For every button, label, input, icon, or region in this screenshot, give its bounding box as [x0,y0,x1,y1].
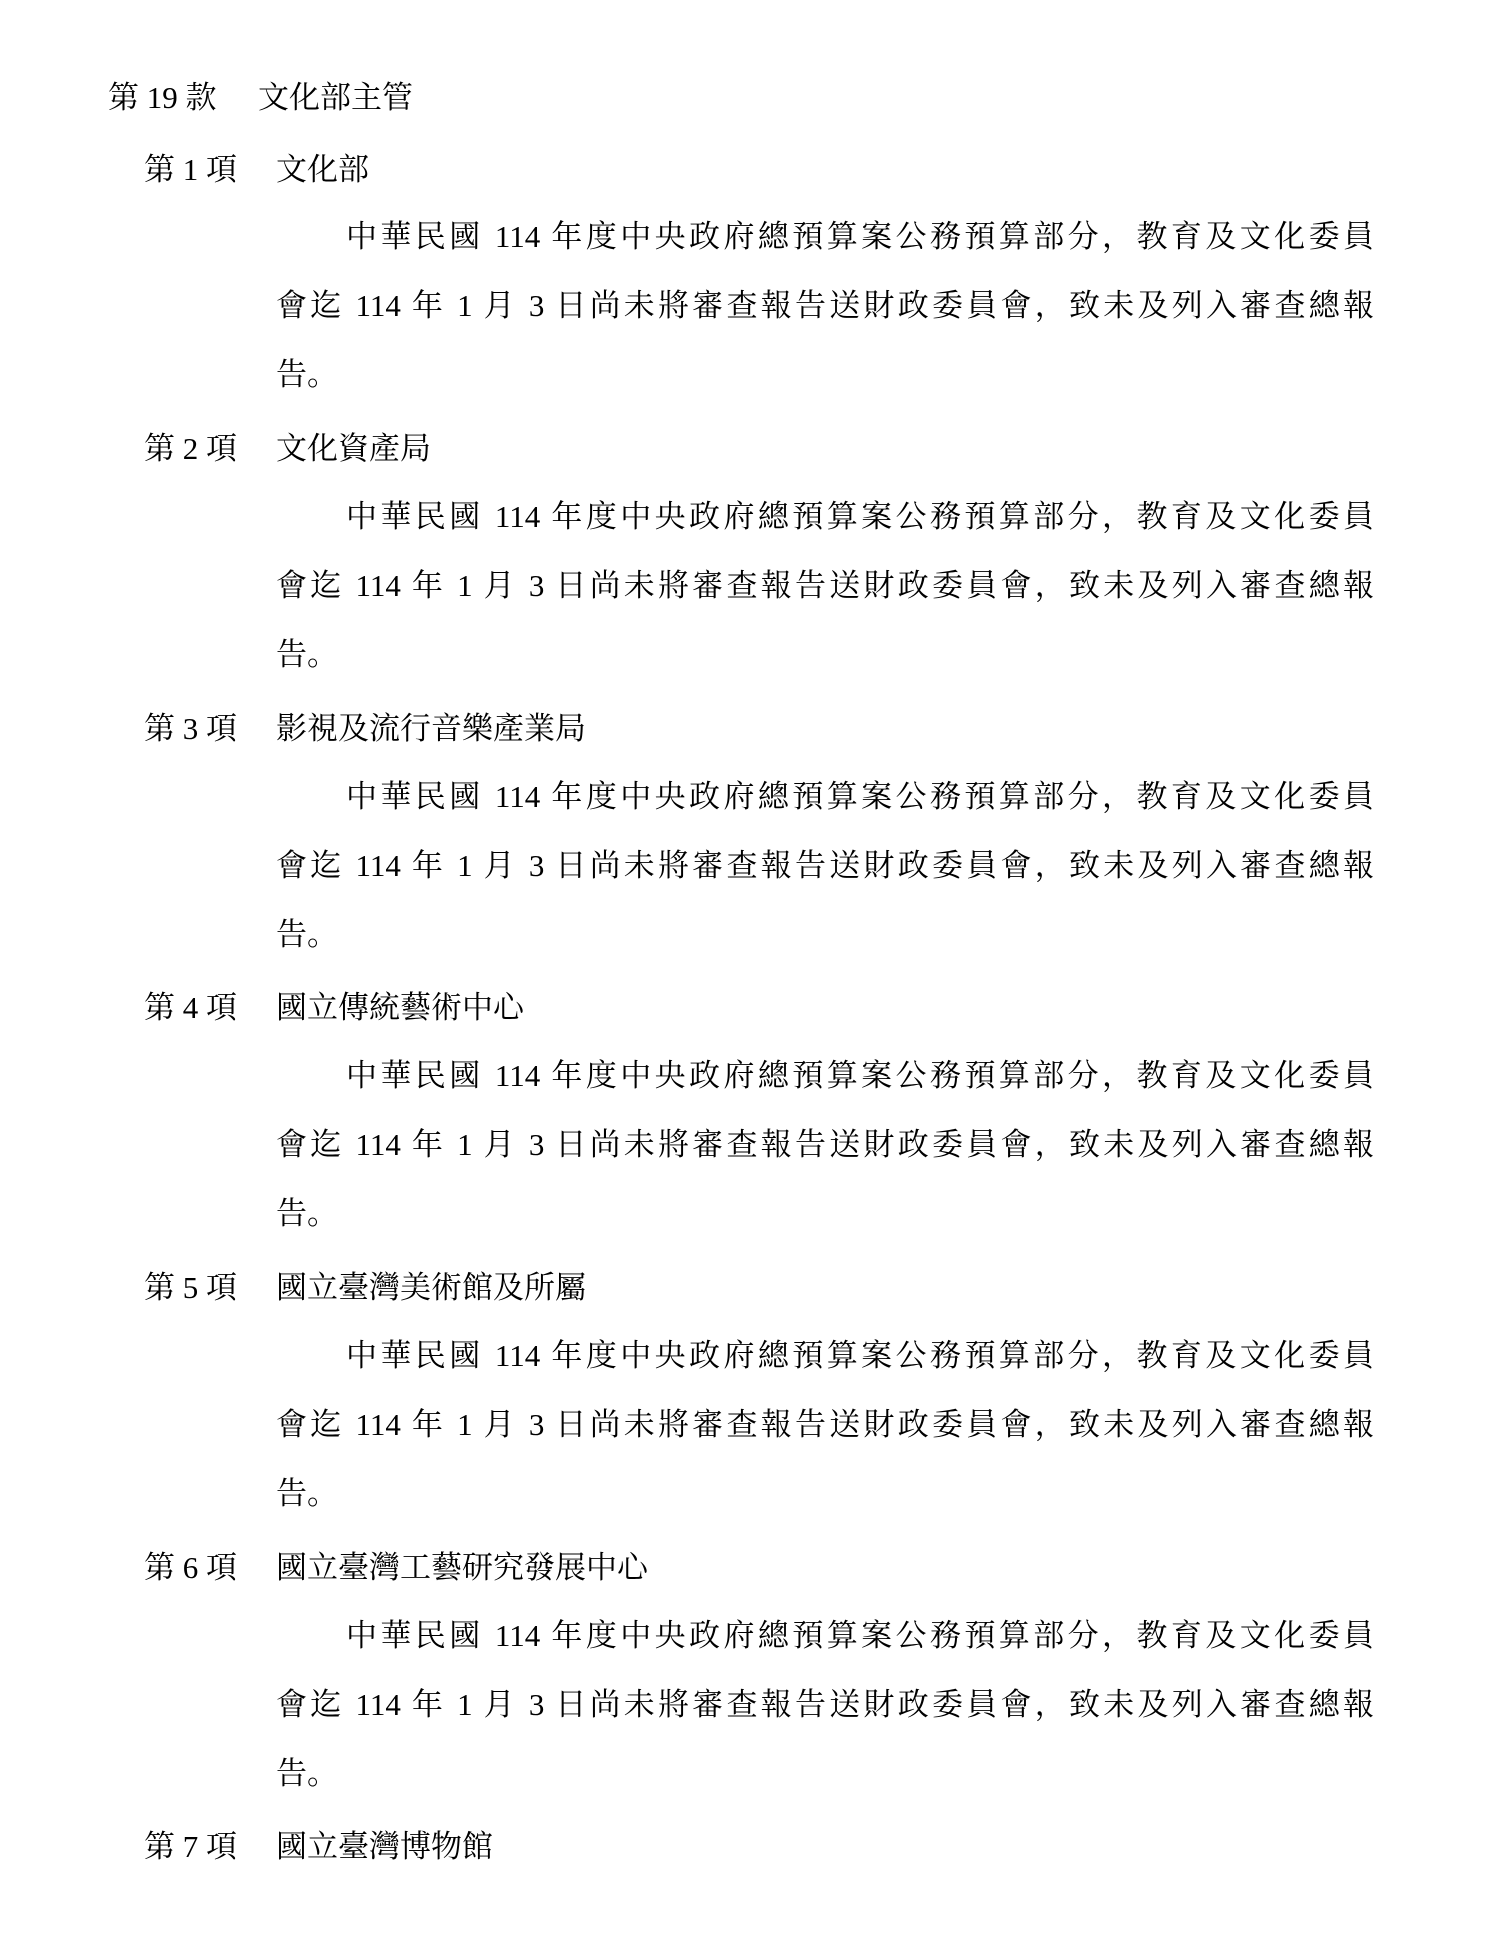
paragraph-line: 會迄 114 年 1 月 3 日尚未將審查報告送財政委員會，致未及列入審查總報 [276,288,1374,323]
section-number: 第 19 款 [108,80,217,115]
paragraph-line: 會迄 114 年 1 月 3 日尚未將審查報告送財政委員會，致未及列入審查總報 [276,1407,1374,1442]
paragraph-line: 中華民國 114 年度中央政府總預算案公務預算部分，教育及文化委員 [346,219,1374,254]
paragraph-line: 中華民國 114 年度中央政府總預算案公務預算部分，教育及文化委員 [346,1618,1374,1653]
section-title: 文化部主管 [258,80,413,115]
item-title: 國立臺灣美術館及所屬 [276,1270,586,1305]
item-title: 國立臺灣工藝研究發展中心 [276,1550,648,1585]
paragraph-line: 會迄 114 年 1 月 3 日尚未將審查報告送財政委員會，致未及列入審查總報 [276,568,1374,603]
item-title: 文化部 [276,152,369,187]
paragraph-line: 告。 [276,637,338,672]
item-number: 第 4 項 [144,990,237,1025]
paragraph-line: 會迄 114 年 1 月 3 日尚未將審查報告送財政委員會，致未及列入審查總報 [276,1127,1374,1162]
paragraph-line: 中華民國 114 年度中央政府總預算案公務預算部分，教育及文化委員 [346,779,1374,814]
paragraph-line: 告。 [276,1476,338,1511]
item-heading [144,1268,586,1308]
item-title: 文化資產局 [276,431,431,466]
item-number: 第 1 項 [144,152,237,187]
item-title: 影視及流行音樂產業局 [276,711,586,746]
paragraph-line: 告。 [276,357,338,392]
paragraph-line: 會迄 114 年 1 月 3 日尚未將審查報告送財政委員會，致未及列入審查總報 [276,1687,1374,1722]
paragraph-line: 會迄 114 年 1 月 3 日尚未將審查報告送財政委員會，致未及列入審查總報 [276,848,1374,883]
section-heading [108,78,413,118]
item-heading [144,988,524,1028]
paragraph-line: 中華民國 114 年度中央政府總預算案公務預算部分，教育及文化委員 [346,1058,1374,1093]
paragraph-line: 中華民國 114 年度中央政府總預算案公務預算部分，教育及文化委員 [346,499,1374,534]
paragraph-line: 告。 [276,1196,338,1231]
item-heading [144,1827,493,1867]
item-heading [144,429,431,469]
item-number: 第 2 項 [144,431,237,466]
item-title: 國立臺灣博物館 [276,1829,493,1864]
item-number: 第 3 項 [144,711,237,746]
paragraph-line: 告。 [276,917,338,952]
paragraph-line: 中華民國 114 年度中央政府總預算案公務預算部分，教育及文化委員 [346,1338,1374,1373]
item-number: 第 5 項 [144,1270,237,1305]
item-heading [144,709,586,749]
item-number: 第 6 項 [144,1550,237,1585]
paragraph-line: 告。 [276,1756,338,1791]
item-heading [144,1548,648,1588]
item-title: 國立傳統藝術中心 [276,990,524,1025]
item-number: 第 7 項 [144,1829,237,1864]
item-heading [144,150,369,190]
